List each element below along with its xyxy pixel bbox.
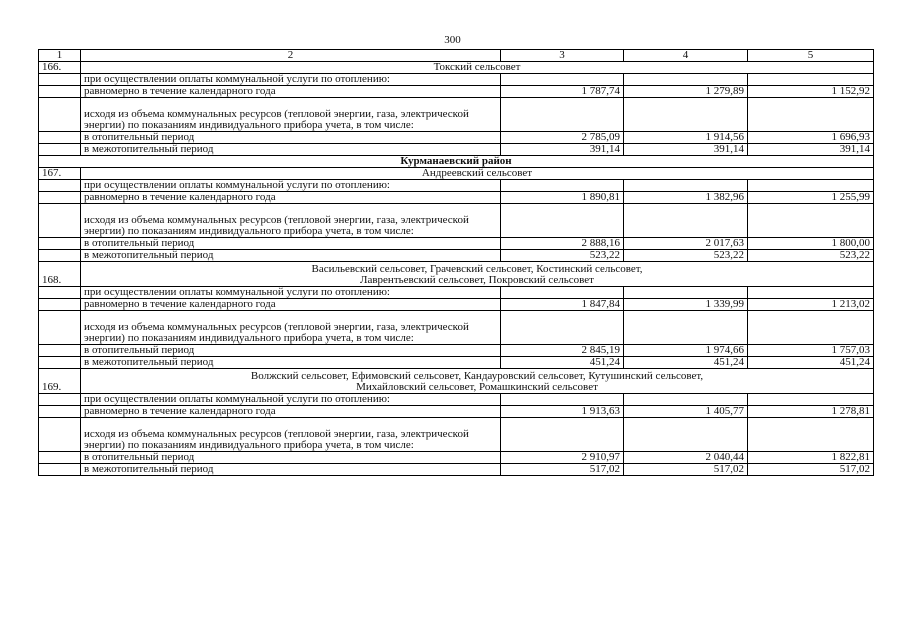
value-cell: 1 152,92 [748, 86, 874, 98]
uniform-label: равномерно в течение календарного года [81, 86, 501, 98]
meter-label: исходя из объема коммунальных ресурсов (тепловой энергии, газа, электрической энергии) по показаниям индивидуального прибора учета, в том числе: [81, 418, 501, 452]
empty-cell [501, 204, 624, 238]
empty-cell [39, 204, 81, 238]
settlement-name-line: Андреевский сельсовет [421, 167, 533, 179]
empty-cell [501, 74, 624, 86]
settlement-name-line: Михайловский сельсовет, Ромашкинский сельсовет [356, 381, 598, 393]
empty-cell [624, 418, 748, 452]
heating-label: при осуществлении оплаты коммунальной услуги по отоплению: [81, 287, 501, 299]
interheating-period-row [39, 144, 874, 156]
empty-cell [501, 394, 624, 406]
empty-cell [39, 394, 81, 406]
value-cell: 391,14 [748, 144, 874, 156]
value-cell: 1 339,99 [624, 299, 748, 311]
value-cell: 523,22 [624, 250, 748, 262]
empty-cell [624, 204, 748, 238]
row-number: 169. [39, 369, 81, 394]
value-cell: 1 405,77 [624, 406, 748, 418]
value-cell: 2 017,63 [624, 238, 748, 250]
value-cell: 2 785,09 [501, 132, 624, 144]
heating-label-row [39, 394, 874, 406]
empty-cell [501, 418, 624, 452]
empty-cell [39, 144, 81, 156]
interheating-period-label: в межотопительный период [81, 144, 501, 156]
value-cell: 451,24 [501, 357, 624, 369]
value-cell: 517,02 [748, 464, 874, 476]
value-cell: 451,24 [624, 357, 748, 369]
heating-label-row [39, 180, 874, 192]
settlement-name [81, 262, 874, 287]
heating-period-row [39, 345, 874, 357]
page-number: 300 [444, 34, 461, 46]
empty-cell [39, 311, 81, 345]
value-cell: 517,02 [624, 464, 748, 476]
heating-period-label: в отопительный период [81, 132, 501, 144]
empty-cell [748, 204, 874, 238]
value-cell: 1 278,81 [748, 406, 874, 418]
interheating-period-row [39, 464, 874, 476]
empty-cell [39, 192, 81, 204]
uniform-row [39, 86, 874, 98]
interheating-period-row [39, 357, 874, 369]
empty-cell [624, 74, 748, 86]
heating-label: при осуществлении оплаты коммунальной услуги по отоплению: [81, 180, 501, 192]
value-cell: 1 213,02 [748, 299, 874, 311]
uniform-row [39, 406, 874, 418]
interheating-period-label: в межотопительный период [81, 250, 501, 262]
empty-cell [39, 132, 81, 144]
header-cell: 3 [501, 50, 624, 62]
settlement-row [39, 168, 874, 180]
empty-cell [39, 299, 81, 311]
empty-cell [501, 311, 624, 345]
uniform-row [39, 299, 874, 311]
empty-cell [748, 98, 874, 132]
empty-cell [624, 287, 748, 299]
heating-period-row [39, 452, 874, 464]
heating-period-label: в отопительный период [81, 452, 501, 464]
value-cell: 1 382,96 [624, 192, 748, 204]
meter-label-row [39, 204, 874, 238]
tariff-table [38, 49, 874, 476]
row-number: 167. [39, 168, 81, 180]
settlement-name [81, 369, 874, 394]
empty-cell [624, 311, 748, 345]
settlement-name [81, 62, 874, 74]
heating-label: при осуществлении оплаты коммунальной услуги по отоплению: [81, 394, 501, 406]
empty-cell [39, 287, 81, 299]
heating-label-row [39, 287, 874, 299]
meter-label: исходя из объема коммунальных ресурсов (тепловой энергии, газа, электрической энергии) по показаниям индивидуального прибора учета, в том числе: [81, 311, 501, 345]
interheating-period-label: в межотопительный период [81, 464, 501, 476]
header-cell: 1 [39, 50, 81, 62]
empty-cell [39, 357, 81, 369]
heating-period-label: в отопительный период [81, 345, 501, 357]
value-cell: 1 696,93 [748, 132, 874, 144]
settlement-name-line: Васильевский сельсовет, Грачевский сельсовет, Костинский сельсовет, [311, 263, 643, 275]
value-cell: 1 914,56 [624, 132, 748, 144]
empty-cell [624, 98, 748, 132]
district-title: Курманаевский район [39, 156, 874, 168]
empty-cell [624, 394, 748, 406]
empty-cell [39, 464, 81, 476]
empty-cell [748, 418, 874, 452]
settlement-row [39, 262, 874, 287]
empty-cell [748, 287, 874, 299]
heating-period-label: в отопительный период [81, 238, 501, 250]
value-cell: 1 787,74 [501, 86, 624, 98]
settlement-name-line: Токский сельсовет [433, 61, 521, 73]
value-cell: 1 757,03 [748, 345, 874, 357]
meter-label-row [39, 98, 874, 132]
value-cell: 517,02 [501, 464, 624, 476]
district-row [39, 156, 874, 168]
value-cell: 1 255,99 [748, 192, 874, 204]
value-cell: 2 910,97 [501, 452, 624, 464]
value-cell: 451,24 [748, 357, 874, 369]
value-cell: 391,14 [624, 144, 748, 156]
meter-label: исходя из объема коммунальных ресурсов (тепловой энергии, газа, электрической энергии) по показаниям индивидуального прибора учета, в том числе: [81, 98, 501, 132]
meter-label: исходя из объема коммунальных ресурсов (тепловой энергии, газа, электрической энергии) по показаниям индивидуального прибора учета, в том числе: [81, 204, 501, 238]
uniform-label: равномерно в течение календарного года [81, 299, 501, 311]
empty-cell [748, 311, 874, 345]
empty-cell [39, 74, 81, 86]
header-row [39, 50, 874, 62]
value-cell: 1 822,81 [748, 452, 874, 464]
empty-cell [39, 180, 81, 192]
empty-cell [39, 98, 81, 132]
value-cell: 523,22 [748, 250, 874, 262]
empty-cell [501, 98, 624, 132]
meter-label-row [39, 311, 874, 345]
value-cell: 1 800,00 [748, 238, 874, 250]
settlement-row [39, 62, 874, 74]
value-cell: 1 279,89 [624, 86, 748, 98]
value-cell: 1 890,81 [501, 192, 624, 204]
header-cell: 2 [81, 50, 501, 62]
empty-cell [39, 406, 81, 418]
heating-label: при осуществлении оплаты коммунальной услуги по отоплению: [81, 74, 501, 86]
row-number: 168. [39, 262, 81, 287]
value-cell: 2 845,19 [501, 345, 624, 357]
settlement-name-line: Волжский сельсовет, Ефимовский сельсовет, Кандауровский сельсовет, Кутушинский сельсовет, [250, 370, 704, 382]
empty-cell [748, 394, 874, 406]
row-number: 166. [39, 62, 81, 74]
header-cell: 5 [748, 50, 874, 62]
empty-cell [748, 74, 874, 86]
empty-cell [501, 287, 624, 299]
uniform-label: равномерно в течение календарного года [81, 192, 501, 204]
heating-label-row [39, 74, 874, 86]
value-cell: 523,22 [501, 250, 624, 262]
empty-cell [39, 418, 81, 452]
empty-cell [624, 180, 748, 192]
uniform-label: равномерно в течение календарного года [81, 406, 501, 418]
value-cell: 1 913,63 [501, 406, 624, 418]
value-cell: 391,14 [501, 144, 624, 156]
empty-cell [39, 452, 81, 464]
meter-label-row [39, 418, 874, 452]
heating-period-row [39, 238, 874, 250]
value-cell: 1 847,84 [501, 299, 624, 311]
settlement-name [81, 168, 874, 180]
empty-cell [39, 238, 81, 250]
uniform-row [39, 192, 874, 204]
empty-cell [748, 180, 874, 192]
settlement-name-line: Лаврентьевский сельсовет, Покровский сельсовет [360, 274, 594, 286]
empty-cell [501, 180, 624, 192]
value-cell: 1 974,66 [624, 345, 748, 357]
value-cell: 2 888,16 [501, 238, 624, 250]
interheating-period-row [39, 250, 874, 262]
empty-cell [39, 250, 81, 262]
empty-cell [39, 86, 81, 98]
settlement-row [39, 369, 874, 394]
empty-cell [39, 345, 81, 357]
heating-period-row [39, 132, 874, 144]
interheating-period-label: в межотопительный период [81, 357, 501, 369]
value-cell: 2 040,44 [624, 452, 748, 464]
header-cell: 4 [624, 50, 748, 62]
